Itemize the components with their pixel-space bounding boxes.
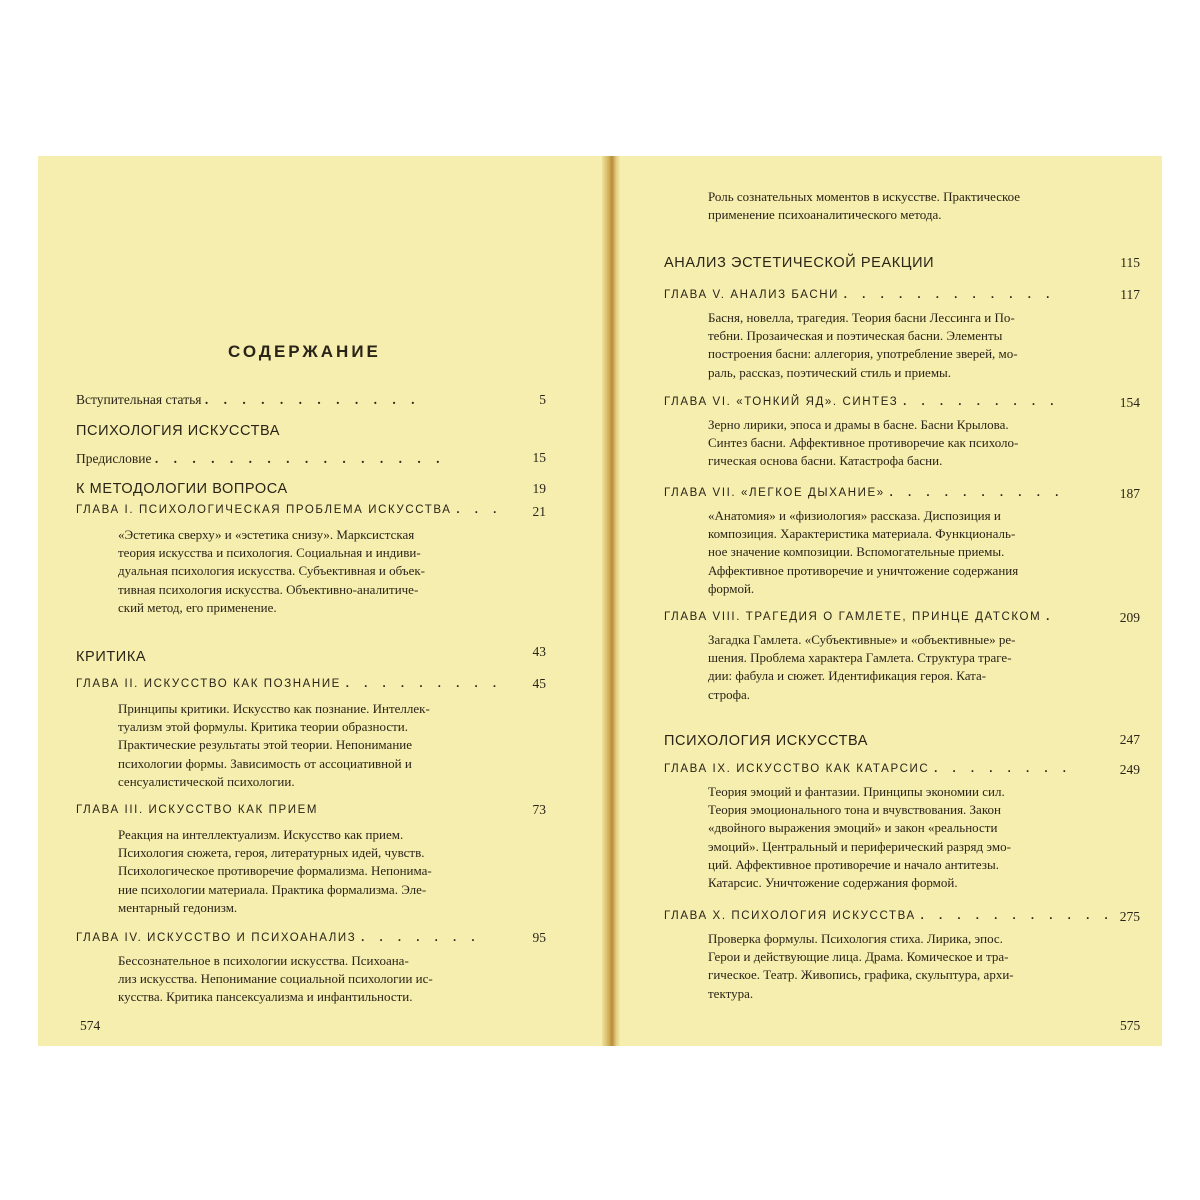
leader-dots: . . . . . . . (361, 932, 481, 944)
summary-line: тивная психология искусства. Объективно-аналитиче- (118, 581, 419, 597)
page-number: 5 (539, 392, 546, 407)
summary-line: применение психоаналитического метода. (708, 207, 942, 223)
summary-line: Зерно лирики, эпоса и драмы в басне. Басни Крылова. (708, 417, 1009, 432)
summary-line: Роль сознательных моментов в искусстве. Практическое (708, 189, 1021, 204)
page-number: 117 (1120, 287, 1140, 302)
summary-line: ский метод, его применение. (118, 599, 277, 615)
leader-dots: . . . . . . . . . . (889, 487, 1065, 499)
page-number: 95 (532, 930, 546, 945)
summary-line: Психологическое противоречие формализма. Непонима- (118, 863, 432, 879)
entry-label: Вступительная статья (76, 392, 202, 407)
summary-line: дуальная психология искусства. Субъективная и объек- (118, 563, 426, 579)
chapter-summary (118, 826, 504, 917)
summary-line: кусства. Критика пансексуализма и инфантильности. (118, 989, 413, 1005)
summary-line: композиция. Характеристика материала. Функциональ- (708, 526, 1016, 542)
chapter-label: ГЛАВА III. ИСКУССТВО КАК ПРИЕМ (76, 804, 319, 816)
chapter-summary (118, 952, 504, 1007)
chapter-label: ГЛАВА V. АНАЛИЗ БАСНИ (664, 289, 839, 301)
chapter-title (664, 289, 1055, 301)
summary-line: Аффективное противоречие и уничтожение содержания (708, 562, 1019, 578)
summary-line: психологии формы. Зависимость от ассоциативной и (118, 755, 412, 771)
summary-line: тебни. Прозаическая и поэтическая басни. Элементы (708, 328, 1003, 344)
part-title: К МЕТОДОЛОГИИ ВОПРОСА (76, 481, 288, 497)
book-title: ПСИХОЛОГИЯ ИСКУССТВА (76, 423, 281, 439)
summary-line: «Эстетика сверху» и «эстетика снизу». Марксистская (118, 527, 415, 542)
summary-line: построения басни: аллегория, употребление зверей, мо- (708, 346, 1018, 362)
chapter-label: ГЛАВА VIII. ТРАГЕДИЯ О ГАМЛЕТЕ, ПРИНЦЕ ДАТСКОМ (664, 611, 1042, 623)
summary-line: «двойного выражения эмоций» и закон «реальности (708, 820, 998, 836)
summary-line: формой. (708, 580, 755, 596)
chapter-label: ГЛАВА VII. «ЛЕГКОЕ ДЫХАНИЕ» (664, 487, 885, 499)
chapter-summary (708, 930, 1108, 1003)
chapter-label: ГЛАВА X. ПСИХОЛОГИЯ ИСКУССТВА (664, 910, 916, 922)
chapter-label: ГЛАВА VI. «ТОНКИЙ ЯД». СИНТЕЗ (664, 396, 899, 408)
page-number: 247 (1119, 732, 1140, 747)
summary-line: Теория эмоционального тона и вчувствования. Закон (708, 802, 1001, 818)
summary-line: Басня, новелла, трагедия. Теория басни Лессинга и По- (708, 310, 1015, 325)
summary-line: тектура. (708, 985, 754, 1001)
page-number: 21 (532, 504, 546, 519)
leader-dots: . . . . . . . . . . . . . . . . (154, 451, 446, 466)
summary-line: ментарный гедонизм. (118, 899, 238, 915)
page-number: 43 (532, 644, 546, 659)
part-title: ПСИХОЛОГИЯ ИСКУССТВА (664, 733, 869, 749)
chapter-summary (118, 526, 504, 617)
toc-entry-intro (76, 392, 420, 408)
contents-heading: СОДЕРЖАНИЕ (228, 342, 381, 361)
chapter-title (76, 932, 481, 944)
chapter-summary (708, 309, 1108, 382)
leader-dots: . . . . . . . . . (345, 678, 503, 690)
chapter-title (664, 910, 1114, 922)
page-number: 249 (1119, 762, 1140, 777)
summary-line: лиз искусства. Непонимание социальной психологии ис- (118, 971, 433, 987)
leader-dots: . . . (456, 504, 503, 516)
summary-line: Герои и действующие лица. Драма. Комическое и тра- (708, 949, 1009, 965)
page-folio: 575 (1120, 1018, 1141, 1033)
chapter-label: ГЛАВА I. ПСИХОЛОГИЧЕСКАЯ ПРОБЛЕМА ИСКУССТВА (76, 504, 452, 516)
summary-line: гическая основа басни. Катастрофа басни. (708, 453, 943, 469)
leader-dots: . . . . . . . . . (903, 396, 1060, 408)
leader-dots: . . . . . . . . . . . . (204, 392, 421, 407)
entry-label: Предисловие (76, 451, 152, 466)
chapter-label: ГЛАВА IX. ИСКУССТВО КАК КАТАРСИС (664, 763, 930, 775)
page-number: 154 (1119, 395, 1140, 410)
summary-line: «Анатомия» и «физиология» рассказа. Диспозиция и (708, 508, 1001, 523)
chapter-summary (118, 700, 504, 791)
part-title: КРИТИКА (76, 649, 147, 665)
summary-line: эмоций». Центральный и периферический разряд эмо- (708, 838, 1011, 854)
page-number: 73 (532, 802, 546, 817)
page-number: 187 (1119, 486, 1140, 501)
summary-line: строфа. (708, 686, 751, 702)
summary-line: Загадка Гамлета. «Субъективные» и «объективные» ре- (708, 632, 1016, 647)
page-number: 115 (1120, 255, 1140, 270)
chapter-title (664, 611, 1055, 623)
chapter-title (76, 804, 318, 816)
leader-dots: . . . . . . . . (934, 763, 1072, 775)
summary-line: ние психологии материала. Практика формализма. Эле- (118, 881, 427, 897)
summary-line: шения. Проблема характера Гамлета. Структура траге- (708, 650, 1012, 666)
chapter-summary (708, 507, 1108, 598)
leader-dots: . . . . . . . . . . . . (843, 289, 1056, 301)
summary-line: раль, рассказ, поэтический стиль и приемы. (708, 364, 952, 380)
summary-line: Реакция на интеллектуализм. Искусство как прием. (118, 827, 404, 842)
page-number: 45 (532, 676, 546, 691)
page-number: 275 (1119, 909, 1140, 924)
left-page (38, 156, 602, 1046)
summary-line: Проверка формулы. Психология стиха. Лирика, эпос. (708, 931, 1003, 946)
summary-line: ное значение композиции. Вспомогательные приемы. (708, 544, 1005, 560)
chapter-title (76, 504, 502, 516)
summary-line: Бессознательное в психологии искусства. Психоана- (118, 953, 409, 968)
summary-line: Психология сюжета, героя, литературных идей, чувств. (118, 845, 425, 861)
summary-line: туализм этой формулы. Критика теории образности. (118, 719, 408, 735)
summary-line: Синтез басни. Аффективное противоречие как психоло- (708, 435, 1019, 451)
summary-line: Теория эмоций и фантазии. Принципы экономии сил. (708, 784, 1005, 799)
page-folio: 574 (80, 1018, 101, 1033)
toc-entry-preface (76, 451, 445, 467)
summary-line: гическое. Театр. Живопись, графика, скульптура, архи- (708, 967, 1014, 983)
leader-dots: . (1046, 611, 1056, 623)
chapter-title (664, 396, 1059, 408)
summary-line: Катарсис. Уничтожение содержания формой. (708, 875, 958, 891)
right-page (620, 156, 1162, 1046)
leader-dots: . . . . . . . . . . . (920, 910, 1114, 922)
chapter-summary (708, 416, 1108, 471)
page-number: 15 (532, 450, 546, 465)
chapter-title (664, 487, 1064, 499)
chapter-title (664, 763, 1072, 775)
page-number: 19 (532, 481, 546, 496)
summary-line: теория искусства и психология. Социальная и индиви- (118, 545, 421, 561)
part-title: АНАЛИЗ ЭСТЕТИЧЕСКОЙ РЕАКЦИИ (664, 255, 935, 271)
summary-line: Практические результаты этой теории. Непонимание (118, 737, 412, 753)
book-gutter (602, 156, 620, 1046)
summary-line: Принципы критики. Искусство как познание. Интеллек- (118, 701, 430, 716)
chapter-summary (708, 631, 1108, 704)
chapter-label: ГЛАВА IV. ИСКУССТВО И ПСИХОАНАЛИЗ (76, 932, 357, 944)
page-number: 209 (1119, 610, 1140, 625)
book-spread (38, 156, 1162, 1046)
summary-line: дии: фабула и сюжет. Идентификация героя. Ката- (708, 668, 987, 684)
chapter-title (76, 678, 502, 690)
summary-line: ций. Аффективное противоречие и начало антитезы. (708, 856, 999, 872)
chapter-summary (708, 783, 1108, 892)
continued-summary (708, 188, 1108, 224)
summary-line: сенсуалистической психологии. (118, 773, 295, 789)
chapter-label: ГЛАВА II. ИСКУССТВО КАК ПОЗНАНИЕ (76, 678, 341, 690)
